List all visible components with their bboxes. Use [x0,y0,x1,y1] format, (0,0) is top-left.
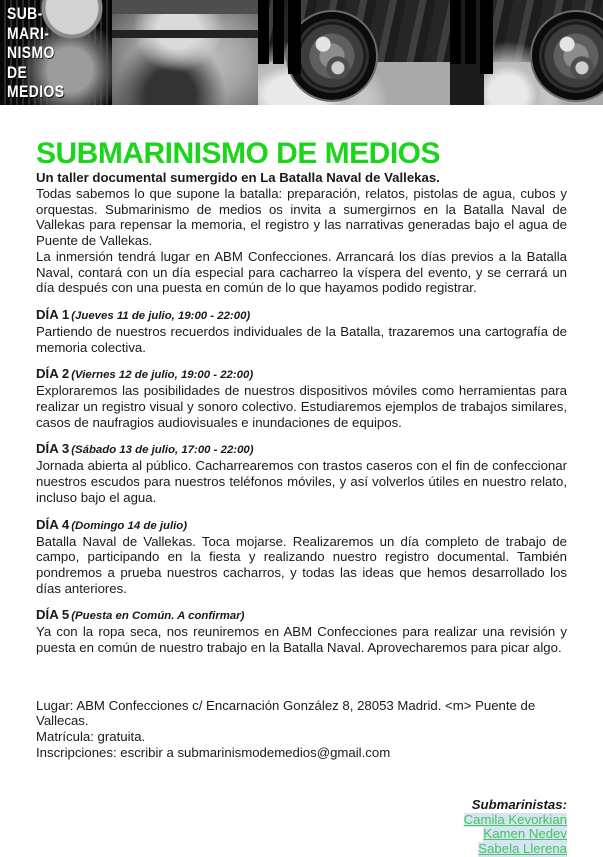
intro-paragraph: Todas sabemos lo que supone la batalla: preparación, relatos, pistolas de agua, cubos y orquestas. Submarinismo de medios os invita a sumergirnos en la Batalla Naval de Vallekas para repensar la memoria, el registro y las narrativas generadas bajo el agua de Puente de Vallekas. [36,186,567,249]
submarinist-link-camila[interactable]: Camila Kevorkian [463,811,567,827]
banner-wordmark-line: SUB- [7,4,43,23]
day-description: Jornada abierta al público. Cacharrearemos con trastos caseros con el fin de confeccionar nuestros escudos para nuestros teléfonos móviles, y así volverlos útiles en nuestro relato, incluso bajo el agua. [36,458,567,505]
day-label: DÍA 4 [36,516,70,532]
page-subtitle: Un taller documental sumergido en La Batalla Naval de Vallekas. [36,170,440,185]
fee-line: Matrícula: gratuita. [36,729,146,745]
day-description: Ya con la ropa seca, nos reuniremos en ABM Confecciones para realizar una revisión y puesta en común de nuestro trabajo en la Batalla Naval. Aprovecharemos para picar algo. [36,624,567,656]
banner-wordmark [7,4,64,102]
day-schedule: (Puesta en Común. A confirmar) [71,610,245,623]
day-heading [36,441,567,458]
page-title: SUBMARINISMO DE MEDIOS [36,137,441,170]
camera-lens-icon [288,12,376,100]
day-heading [36,307,567,324]
banner-wordmark-line: DE [7,62,28,82]
practical-info [36,698,567,761]
day-description: Batalla Naval de Vallekas. Toca mojarse. Realizaremos un día completo de trabajo de campo, participando en la fiesta y realizando nuestro registro documental. También pondremos a prueba nuestros cacharros, y todas las ideas que hemos desarrollado los días anteriores. [36,533,567,596]
day-section [36,307,567,355]
submarinist-link-sabela[interactable]: Sabela Llerena [478,841,567,857]
day-label: DÍA 2 [36,366,70,382]
submarinist-link-kamen[interactable]: Kamen Nedev [483,826,567,842]
day-schedule: (Jueves 11 de julio, 19:00 - 22:00) [71,309,251,322]
day-section [36,517,567,597]
credits-label: Submarinistas: [471,796,567,812]
day-section [36,607,567,655]
banner-wordmark-line: NISMO [7,43,55,62]
face-photo [112,0,258,105]
location-line: Lugar: ABM Confecciones c/ Encarnación González 8, 28053 Madrid. <m> Puente de Vallecas. [36,697,536,729]
day-label: DÍA 1 [36,306,70,322]
flyer-body [0,137,603,857]
day-heading [36,366,567,383]
credits-block [36,797,567,857]
day-schedule: (Domingo 14 de julio) [71,519,188,532]
header-collage [0,0,603,105]
day-heading [36,607,567,624]
registration-line: Inscripciones: escribir a submarinismodemedios@gmail.com [36,744,391,760]
day-label: DÍA 3 [36,441,70,457]
day-label: DÍA 5 [36,607,70,623]
day-description: Exploraremos las posibilidades de nuestros dispositivos móviles como herramientas para realizar un registro visual y sonoro colectivo. Estudiaremos ejemplos de trabajos similares, casos de naufragios audiovisuales e inundaciones de equipos. [36,383,567,430]
day-schedule: (Sábado 13 de julio, 17:00 - 22:00) [71,444,254,457]
day-schedule: (Viernes 12 de julio, 19:00 - 22:00) [71,369,254,382]
intro-paragraph: La inmersión tendrá lugar en ABM Confecciones. Arrancará los días previos a la Batalla Naval, contará con un día especial para cacharreo la víspera del evento, y se cerrará un día después con una puesta en común de lo que hayamos podido registrar. [36,248,567,296]
day-section [36,441,567,505]
day-heading [36,517,567,534]
day-description: Partiendo de nuestros recuerdos individuales de la Batalla, trazaremos una cartografía de memoria colectiva. [36,323,567,355]
banner-wordmark-line: MARI- [7,23,50,43]
banner-wordmark-line: MEDIOS [7,82,65,101]
day-section [36,366,567,430]
